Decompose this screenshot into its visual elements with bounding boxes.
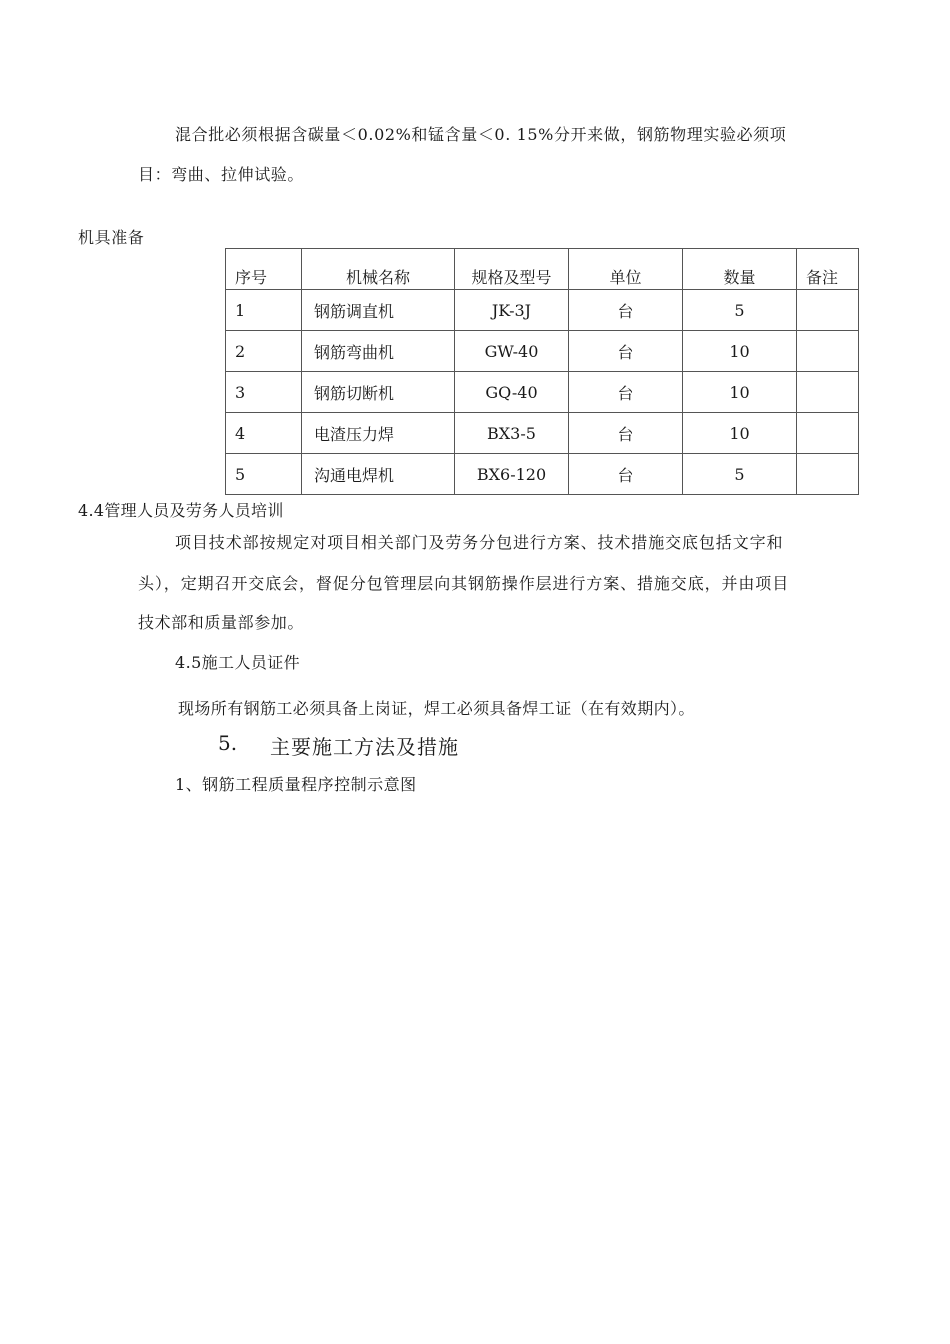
cell-spec: BX3-5: [455, 413, 569, 454]
cell-spec: GQ-40: [455, 372, 569, 413]
cell-index: 2: [226, 331, 302, 372]
section-4-5-line-1: 现场所有钢筋工必须具备上岗证，焊工必须具备焊工证（在有效期内）。: [178, 699, 695, 718]
cell-index: 4: [226, 413, 302, 454]
col-header-unit: 单位: [569, 249, 683, 290]
cell-remark: [797, 331, 859, 372]
section-5-title: 主要施工方法及措施: [270, 735, 459, 759]
cell-unit: 台: [569, 454, 683, 495]
table-row: [226, 454, 859, 495]
machinery-table: [225, 248, 859, 495]
section-4-4-line-2: 头），定期召开交底会，督促分包管理层向其钢筋操作层进行方案、措施交底，并由项目: [138, 574, 790, 593]
table-row: [226, 413, 859, 454]
cell-spec: BX6-120: [455, 454, 569, 495]
cell-remark: [797, 413, 859, 454]
table-row: [226, 372, 859, 413]
cell-name: 电渣压力焊: [302, 413, 455, 454]
cell-unit: 台: [569, 413, 683, 454]
cell-index: 5: [226, 454, 302, 495]
cell-index: 3: [226, 372, 302, 413]
section-5-item-1: 1、钢筋工程质量程序控制示意图: [175, 775, 417, 794]
cell-quantity: 5: [683, 290, 797, 331]
col-header-spec: 规格及型号: [455, 249, 569, 290]
table-row: [226, 331, 859, 372]
intro-line-1: 混合批必须根据含碳量＜0.02%和锰含量＜0. 15%分开来做，钢筋物理实验必须项: [175, 125, 787, 144]
machinery-heading: 机具准备: [78, 228, 145, 247]
cell-quantity: 5: [683, 454, 797, 495]
col-header-remark: 备注: [797, 249, 859, 290]
section-4-4-line-3: 技术部和质量部参加。: [138, 613, 305, 632]
cell-name: 沟通电焊机: [302, 454, 455, 495]
cell-unit: 台: [569, 290, 683, 331]
cell-name: 钢筋切断机: [302, 372, 455, 413]
table-header-row: [226, 249, 859, 290]
cell-unit: 台: [569, 372, 683, 413]
intro-line-2: 目：弯曲、拉伸试验。: [138, 165, 305, 184]
section-4-4-line-1: 项目技术部按规定对项目相关部门及劳务分包进行方案、技术措施交底包括文字和: [175, 533, 784, 552]
col-header-quantity: 数量: [683, 249, 797, 290]
cell-remark: [797, 454, 859, 495]
cell-name: 钢筋调直机: [302, 290, 455, 331]
col-header-index: 序号: [226, 249, 302, 290]
section-5-number: 5.: [218, 731, 238, 755]
cell-spec: GW-40: [455, 331, 569, 372]
table-row: [226, 290, 859, 331]
cell-quantity: 10: [683, 372, 797, 413]
cell-unit: 台: [569, 331, 683, 372]
cell-spec: JK-3J: [455, 290, 569, 331]
cell-quantity: 10: [683, 413, 797, 454]
section-4-5-heading: 4.5施工人员证件: [175, 653, 301, 672]
cell-name: 钢筋弯曲机: [302, 331, 455, 372]
cell-remark: [797, 290, 859, 331]
cell-remark: [797, 372, 859, 413]
cell-index: 1: [226, 290, 302, 331]
col-header-name: 机械名称: [302, 249, 455, 290]
cell-quantity: 10: [683, 331, 797, 372]
section-4-4-heading: 4.4管理人员及劳务人员培训: [78, 501, 284, 520]
